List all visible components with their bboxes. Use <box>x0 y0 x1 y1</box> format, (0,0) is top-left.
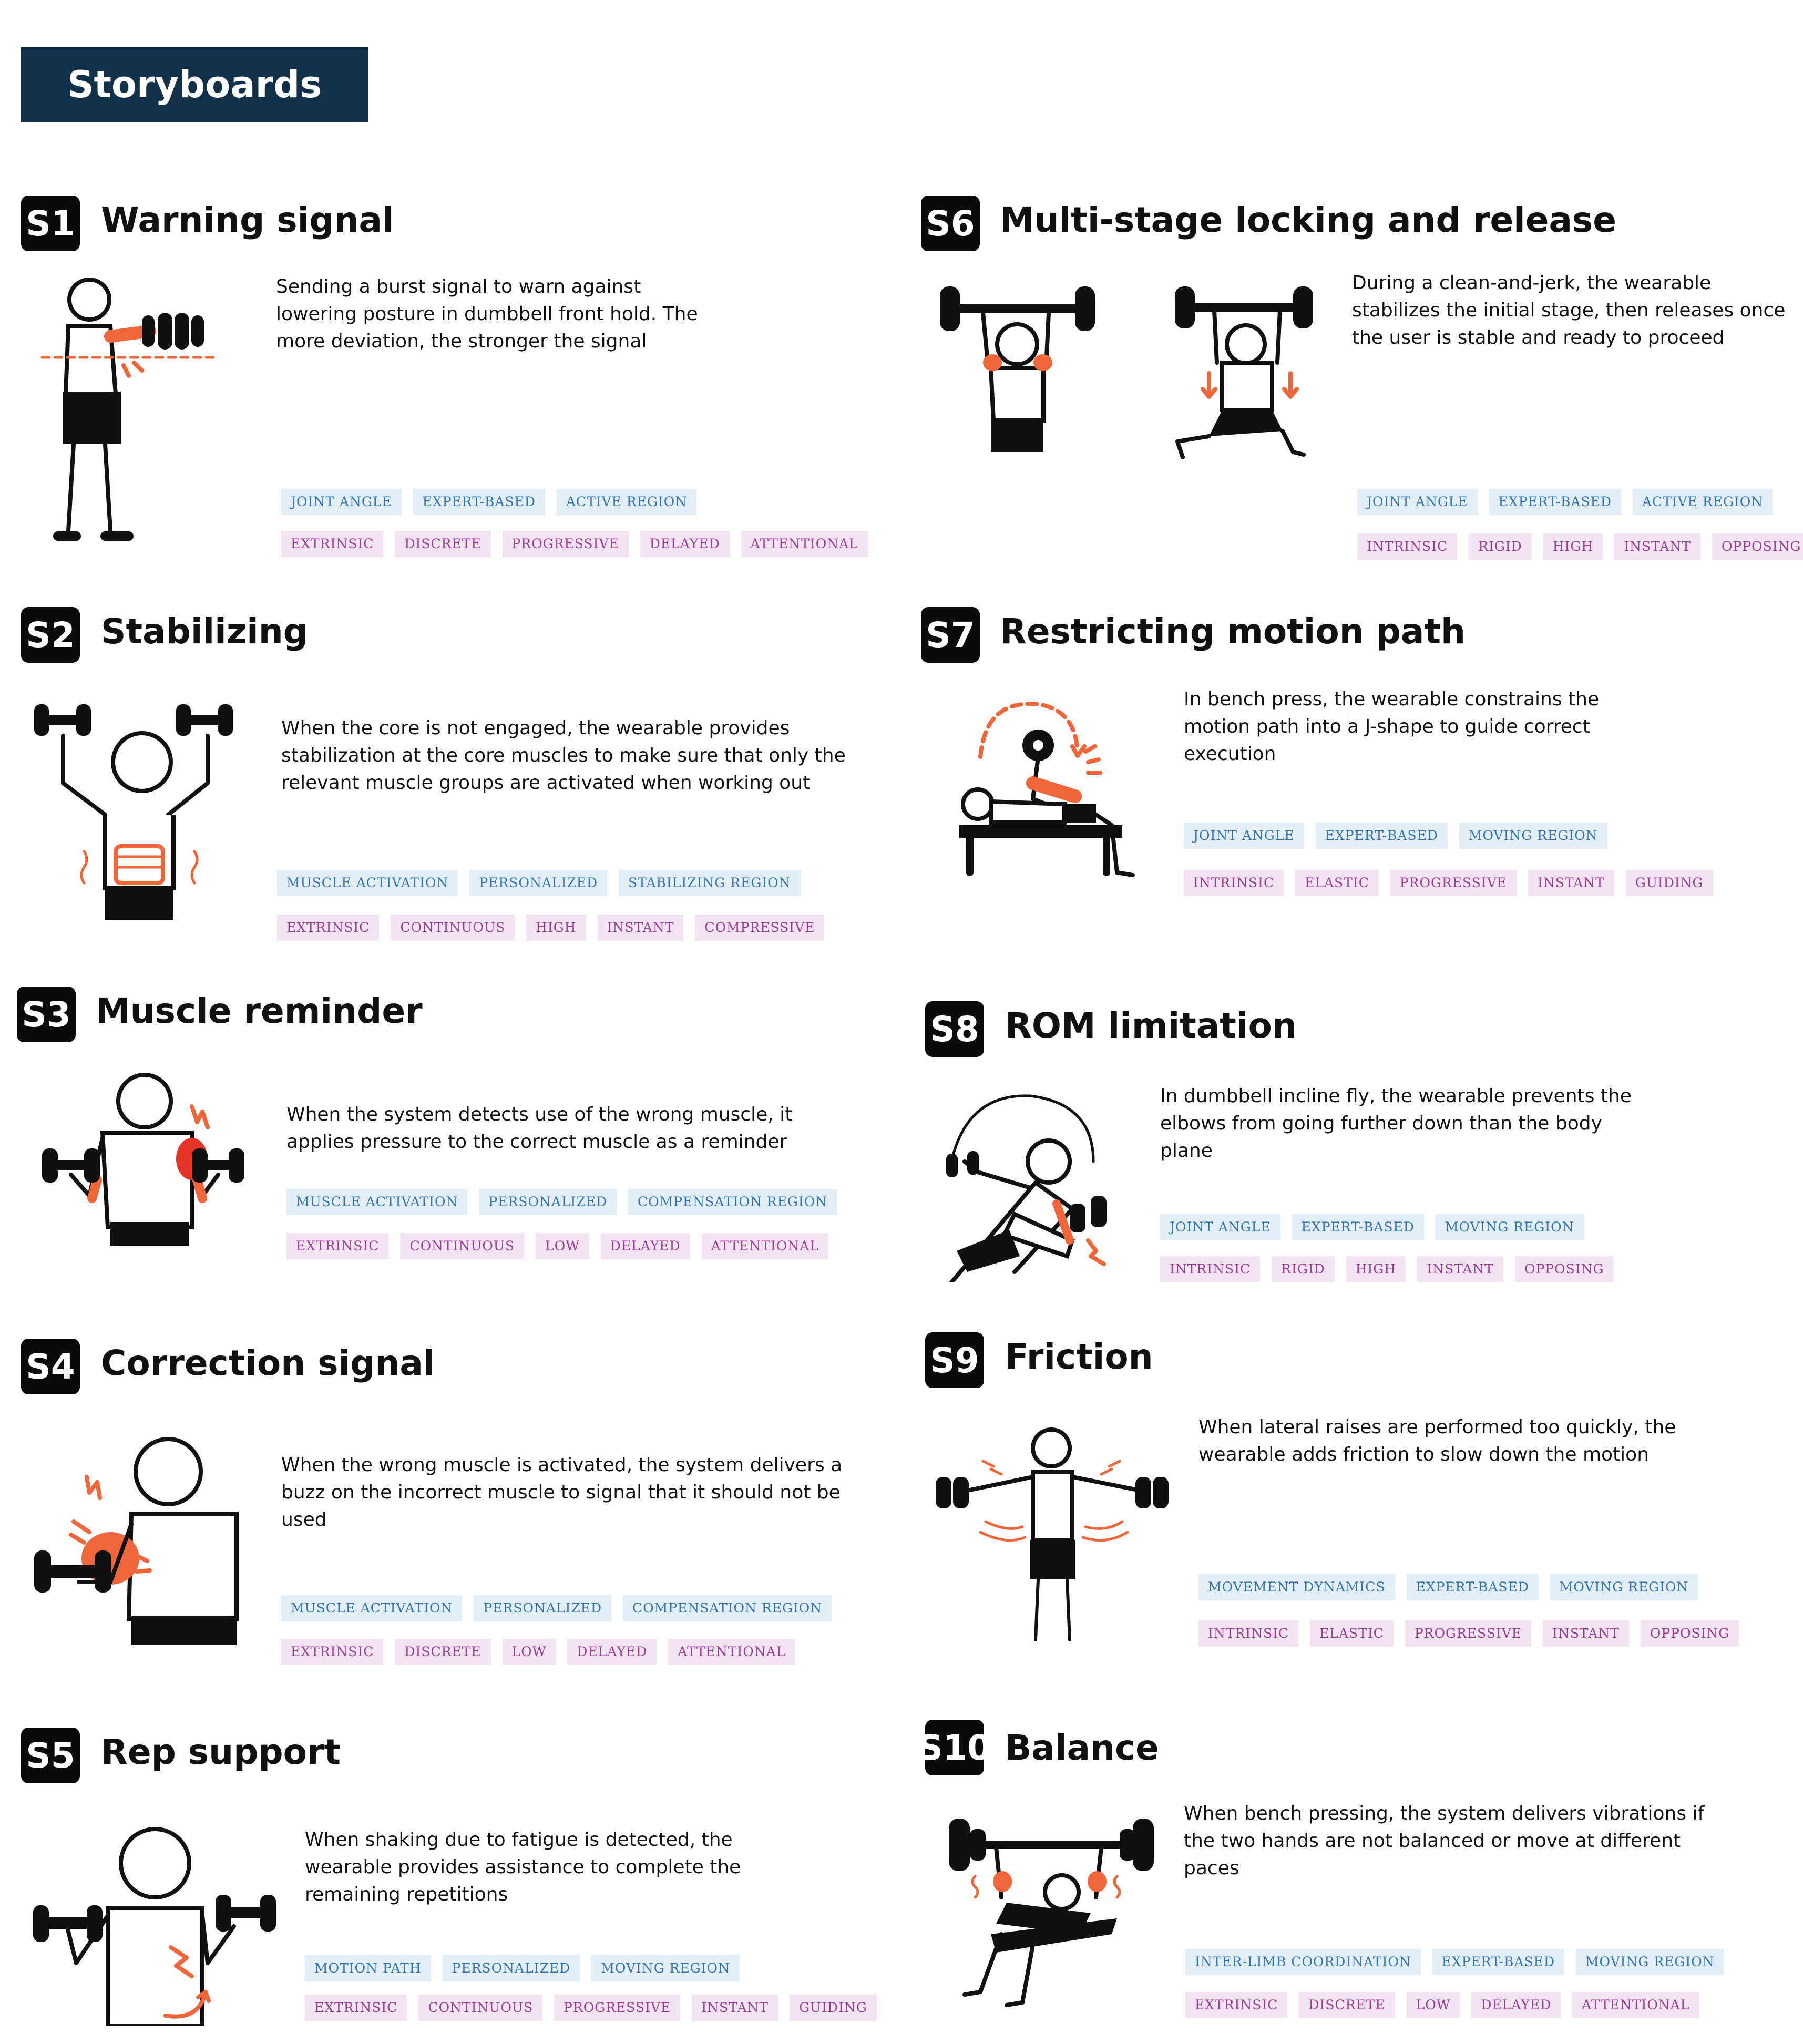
storyboard-description: In bench press, the wearable constrains the motion path into a J-shape to guide correct execution <box>1184 689 1600 765</box>
tag: ATTENTIONAL <box>668 1639 795 1665</box>
overhead-press-illustration <box>32 694 252 936</box>
tag: PROGRESSIVE <box>503 531 629 557</box>
tag: EXTRINSIC <box>281 531 383 557</box>
tag: INSTANT <box>1614 533 1700 560</box>
tag-row-secondary <box>1160 1256 1613 1282</box>
clean-and-jerk-illustration <box>936 284 1314 473</box>
tag: LOW <box>1407 1992 1460 2018</box>
tag: OPPOSING <box>1641 1620 1739 1647</box>
tag: DISCRETE <box>395 531 490 557</box>
incline-fly-illustration <box>936 1083 1130 1282</box>
correction-curl-illustration <box>32 1430 252 1650</box>
tag: CONTINUOUS <box>418 1995 542 2021</box>
tag: ATTENTIONAL <box>1572 1992 1699 2018</box>
tag-row-primary <box>1185 1949 1724 1975</box>
tag-row-secondary <box>305 1995 877 2021</box>
tag: MOVING REGION <box>1436 1214 1584 1240</box>
storyboard-title: Rep support <box>101 1732 341 1772</box>
tag: JOINT ANGLE <box>1184 823 1304 849</box>
rep-support-illustration <box>29 1816 292 2026</box>
tag-row-secondary <box>281 1639 795 1665</box>
tag: COMPENSATION REGION <box>628 1189 837 1215</box>
tag: INSTANT <box>1543 1620 1629 1647</box>
tag: DELAYED <box>601 1233 690 1259</box>
storyboard-title: Stabilizing <box>101 611 309 652</box>
tag: MOVING REGION <box>591 1955 740 1981</box>
storyboard-id: S9 <box>925 1332 984 1388</box>
storyboard-description: When the core is not engaged, the wearable provides stabilization at the core muscles to make sure that only the relevant muscle groups are activated when working out <box>281 717 846 794</box>
tag: MOVEMENT DYNAMICS <box>1198 1574 1395 1600</box>
tag: PROGRESSIVE <box>554 1995 680 2021</box>
tag: CONTINUOUS <box>391 915 515 941</box>
tag: EXTRINSIC <box>286 1233 388 1259</box>
tag-row-secondary <box>281 531 868 557</box>
tag: LOW <box>536 1233 589 1259</box>
tag-row-primary <box>1357 489 1773 515</box>
tag: MUSCLE ACTIVATION <box>281 1595 462 1621</box>
tag: ACTIVE REGION <box>557 489 696 515</box>
tag: LOW <box>503 1639 556 1665</box>
tag-row-secondary <box>1198 1620 1739 1647</box>
tag: EXPERT-BASED <box>413 489 545 515</box>
storyboard-title: Correction signal <box>101 1343 435 1383</box>
tag: MUSCLE ACTIVATION <box>277 870 458 896</box>
storyboard-description: When the system detects use of the wrong muscle, it applies pressure to the correct muscle as a reminder <box>286 1104 793 1153</box>
storyboard-id: S7 <box>921 607 980 663</box>
page-title: Storyboards <box>21 47 368 122</box>
storyboard-description: When lateral raises are performed too quickly, the wearable adds friction to slow down the motion <box>1198 1416 1676 1465</box>
storyboard-description: When bench pressing, the system delivers vibrations if the two hands are not balanced or move at different paces <box>1184 1803 1705 1879</box>
tag: INTRINSIC <box>1198 1620 1298 1647</box>
tag: PROGRESSIVE <box>1405 1620 1531 1647</box>
tag-row-primary <box>281 489 696 515</box>
tag: COMPENSATION REGION <box>623 1595 832 1621</box>
tag: GUIDING <box>1626 870 1713 896</box>
tag: PERSONALIZED <box>479 1189 617 1215</box>
storyboard-description: In dumbbell incline fly, the wearable prevents the elbows from going further down than the body plane <box>1160 1085 1632 1162</box>
tag: EXPERT-BASED <box>1489 489 1621 515</box>
tag: PERSONALIZED <box>474 1595 611 1621</box>
tag-row-secondary <box>1185 1992 1699 2018</box>
tag: DELAYED <box>1471 1992 1561 2018</box>
lateral-raise-illustration <box>933 1427 1185 1648</box>
tag: DISCRETE <box>1299 1992 1395 2018</box>
tag: COMPRESSIVE <box>695 915 824 941</box>
storyboard-id: S6 <box>921 196 980 251</box>
storyboard-id: S8 <box>925 1001 984 1057</box>
tag: RIGID <box>1469 533 1532 560</box>
tag-row-secondary <box>1357 533 1803 560</box>
storyboard-title: Balance <box>1005 1728 1159 1768</box>
tag: JOINT ANGLE <box>1357 489 1478 515</box>
storyboard-title: Multi-stage locking and release <box>1000 200 1617 240</box>
tag: ACTIVE REGION <box>1633 489 1773 515</box>
storyboard-id: S2 <box>21 607 80 663</box>
tag: GUIDING <box>790 1995 877 2021</box>
bench-press-path-illustration <box>954 694 1154 883</box>
tag: OPPOSING <box>1712 533 1803 560</box>
tag: ELASTIC <box>1310 1620 1394 1647</box>
storyboard-id: S10 <box>925 1720 984 1775</box>
storyboard-description: During a clean-and-jerk, the wearable stabilizes the initial stage, then releases once the user is stable and ready to proceed <box>1352 272 1786 348</box>
tag: MUSCLE ACTIVATION <box>286 1189 467 1215</box>
tag: PERSONALIZED <box>469 870 607 896</box>
tag: JOINT ANGLE <box>1160 1214 1280 1240</box>
storyboard-description: When the wrong muscle is activated, the system delivers a buzz on the incorrect muscle to signal that it should not be used <box>281 1454 843 1531</box>
tag-row-primary <box>1198 1574 1698 1600</box>
tag: EXPERT-BASED <box>1407 1574 1539 1600</box>
storyboard-id: S1 <box>21 196 80 251</box>
tag: INSTANT <box>692 1995 778 2021</box>
tag: JOINT ANGLE <box>281 489 402 515</box>
storyboard-description: Sending a burst signal to warn against lowering posture in dumbbell front hold. The more deviation, the stronger the signal <box>276 276 698 352</box>
tag: DELAYED <box>640 531 730 557</box>
tag: MOVING REGION <box>1576 1949 1724 1975</box>
tag: STABILIZING REGION <box>619 870 801 896</box>
tag: ATTENTIONAL <box>702 1233 828 1259</box>
tag: DELAYED <box>567 1639 657 1665</box>
tag: EXPERT-BASED <box>1432 1949 1564 1975</box>
tag: EXPERT-BASED <box>1292 1214 1424 1240</box>
tag-row-secondary <box>1184 870 1713 896</box>
tag: CONTINUOUS <box>400 1233 524 1259</box>
tag-row-primary <box>1184 823 1607 849</box>
tag-row-primary <box>277 870 801 896</box>
tag: PERSONALIZED <box>443 1955 580 1981</box>
storyboard-id: S4 <box>21 1339 80 1394</box>
storyboard-description: When shaking due to fatigue is detected, the wearable provides assistance to complete the remaining repetitions <box>305 1829 741 1905</box>
tag: HIGH <box>1346 1256 1406 1282</box>
storyboard-id: S3 <box>17 987 76 1042</box>
tag: EXPERT-BASED <box>1316 823 1448 849</box>
tag-row-primary <box>305 1955 740 1981</box>
tag-row-secondary <box>277 915 824 941</box>
tag: INSTANT <box>1417 1256 1503 1282</box>
tag: OPPOSING <box>1515 1256 1613 1282</box>
tag: INTRINSIC <box>1160 1256 1260 1282</box>
tag: ELASTIC <box>1295 870 1379 896</box>
tag: MOVING REGION <box>1550 1574 1698 1600</box>
tag: EXTRINSIC <box>1185 1992 1287 2018</box>
tag: HIGH <box>526 915 586 941</box>
storyboard-title: Restricting motion path <box>1000 611 1466 652</box>
front-hold-illustration <box>37 273 226 557</box>
tag: INTRINSIC <box>1184 870 1284 896</box>
storyboard-title: Friction <box>1005 1337 1153 1377</box>
tag: DISCRETE <box>395 1639 490 1665</box>
storyboard-title: ROM limitation <box>1005 1005 1297 1046</box>
tag: INTER-LIMB COORDINATION <box>1185 1949 1421 1975</box>
balance-bench-press-illustration <box>944 1813 1164 2013</box>
tag: ATTENTIONAL <box>741 531 868 557</box>
tag: INTRINSIC <box>1357 533 1457 560</box>
tag-row-primary <box>281 1595 832 1621</box>
tag: INSTANT <box>598 915 684 941</box>
tag: INSTANT <box>1528 870 1614 896</box>
tag-row-primary <box>1160 1214 1584 1240</box>
storyboard-id: S5 <box>21 1728 80 1783</box>
tag-row-primary <box>286 1189 837 1215</box>
tag: EXTRINSIC <box>281 1639 383 1665</box>
bicep-curl-illustration <box>39 1070 250 1254</box>
tag-row-secondary <box>286 1233 828 1259</box>
tag: EXTRINSIC <box>277 915 379 941</box>
tag: HIGH <box>1543 533 1603 560</box>
tag: EXTRINSIC <box>305 1995 407 2021</box>
tag: RIGID <box>1272 1256 1335 1282</box>
storyboard-title: Muscle reminder <box>96 991 423 1031</box>
tag: MOVING REGION <box>1459 823 1607 849</box>
tag: PROGRESSIVE <box>1390 870 1517 896</box>
storyboard-title: Warning signal <box>101 200 394 240</box>
tag: MOTION PATH <box>305 1955 431 1981</box>
